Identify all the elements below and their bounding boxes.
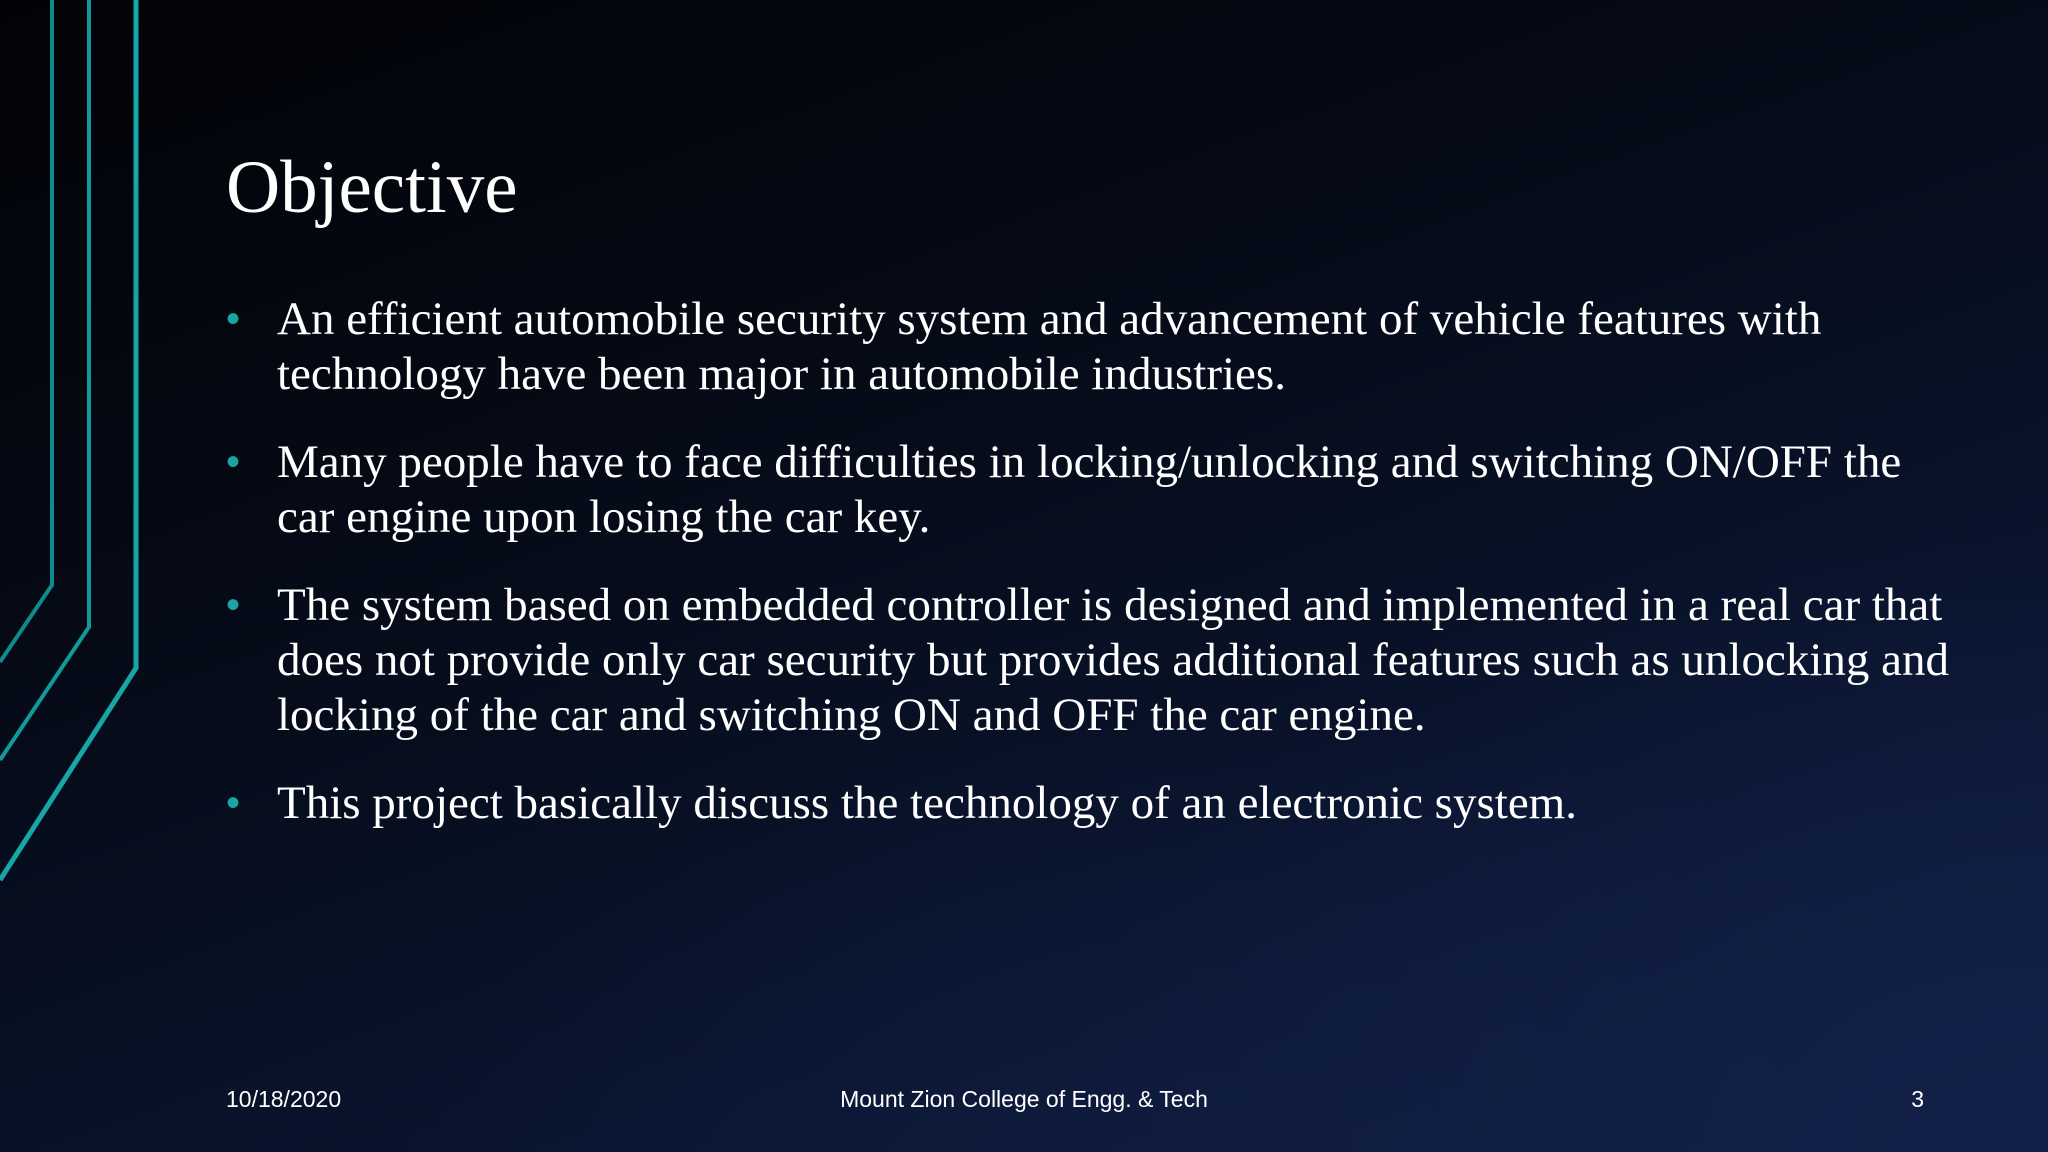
bullet-item bbox=[226, 435, 1966, 545]
bullet-dot-icon: • bbox=[226, 583, 241, 627]
footer-date: 10/18/2020 bbox=[226, 1086, 342, 1112]
accent-line-middle bbox=[0, 0, 89, 760]
bullet-text: The system based on embedded controller is designed and implemented in a real car that does not provide only car security but provides additional features such as unlocking and locking of the car and switching ON and OFF the car engine. bbox=[277, 579, 1949, 741]
footer-page-number: 3 bbox=[1911, 1086, 1924, 1112]
bullet-item bbox=[226, 578, 1966, 743]
bullet-text: An efficient automobile security system and advancement of vehicle features with technology have been major in automobile industries. bbox=[277, 293, 1822, 400]
accent-line-inner bbox=[0, 0, 136, 880]
bullet-text: Many people have to face difficulties in locking/unlocking and switching ON/OFF the car engine upon losing the car key. bbox=[277, 436, 1902, 543]
slide-title: Objective bbox=[226, 146, 518, 229]
bullet-item bbox=[226, 776, 1966, 831]
bullet-list bbox=[226, 292, 1966, 864]
decorative-accent-lines bbox=[0, 0, 150, 900]
bullet-dot-icon: • bbox=[226, 781, 241, 825]
bullet-dot-icon: • bbox=[226, 297, 241, 341]
accent-line-outer bbox=[0, 0, 52, 662]
footer-institution: Mount Zion College of Engg. & Tech bbox=[840, 1086, 1208, 1112]
bullet-item bbox=[226, 292, 1966, 402]
bullet-text: This project basically discuss the technology of an electronic system. bbox=[277, 777, 1577, 829]
bullet-dot-icon: • bbox=[226, 440, 241, 484]
